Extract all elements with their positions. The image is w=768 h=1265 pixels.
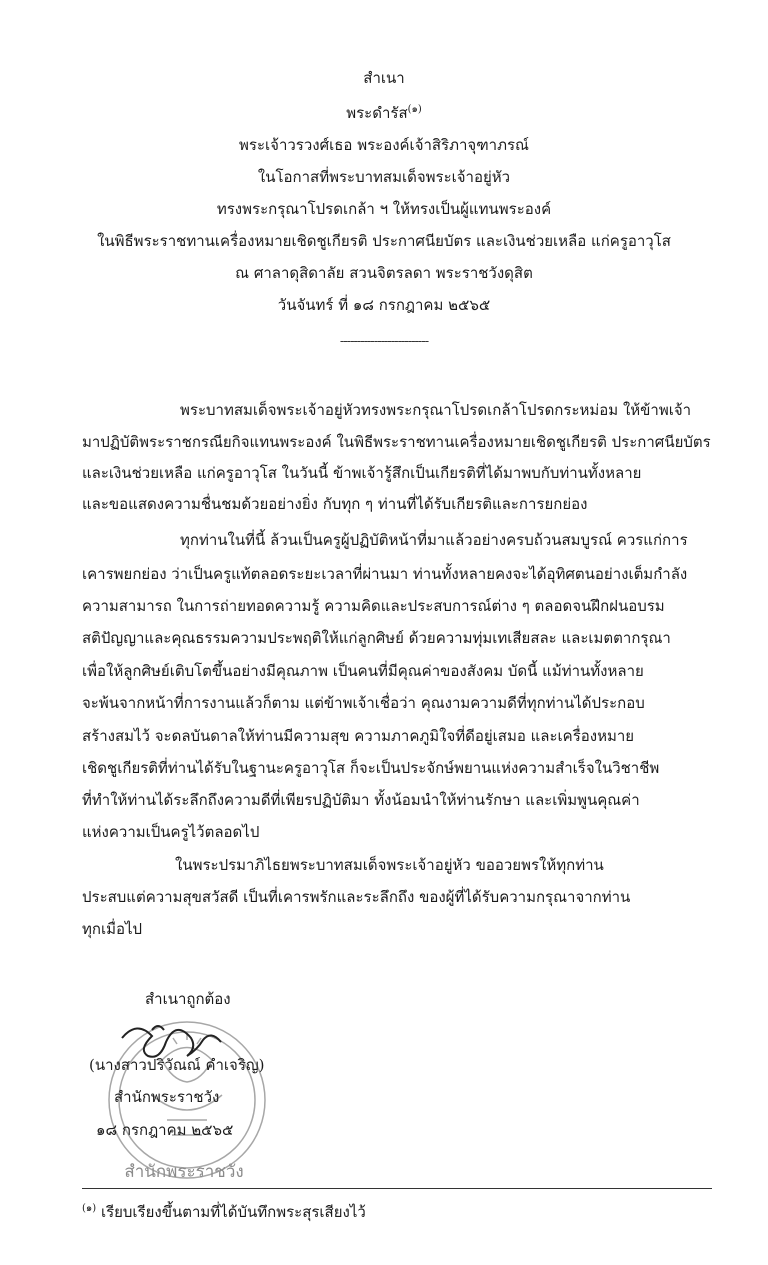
paragraph-3-line: ในพระปรมาภิไธยพระบาทสมเด็จพระเจ้าอยู่หัว ขออวยพรให้ทุกท่าน [175,856,604,874]
header-occasion: ในโอกาสที่พระบาทสมเด็จพระเจ้าอยู่หัว [257,168,511,186]
header-copy-label: สำเนา [363,69,405,87]
seal-lettering: สำนักพระราชวัง [124,1162,244,1180]
signer-office: สำนักพระราชวัง [114,1088,220,1106]
paragraph-2-line: เชิดชูเกียรติที่ท่านได้รับในฐานะครูอาวุโส ก็จะเป็นประจักษ์พยานแห่งความสำเร็จในวิชาชีพ [82,759,660,777]
paragraph-3-line: ทุกเมื่อไป [82,920,143,938]
paragraph-1-line: และเงินช่วยเหลือ แก่ครูอาวุโส ในวันนี้ ข้าพเจ้ารู้สึกเป็นเกียรติที่ได้มาพบกับท่านทั้งหลาย [82,464,642,482]
header-speaker: พระเจ้าวรวงศ์เธอ พระองค์เจ้าสิริภาจุฑาภรณ์ [239,136,529,154]
paragraph-2-line: เพื่อให้ลูกศิษย์เติบโตขึ้นอย่างมีคุณภาพ เป็นคนที่มีคุณค่าของสังคม บัดนี้ แม้ท่านทั้งหลาย [82,662,644,680]
footnote-divider [82,1188,712,1189]
header-representative: ทรงพระกรุณาโปรดเกล้า ฯ ให้ทรงเป็นผู้แทนพระองค์ [216,200,552,218]
paragraph-2-line: สร้างสมไว้ จะดลบันดาลให้ท่านมีความสุข ความภาคภูมิใจที่ดีอยู่เสมอ และเครื่องหมาย [82,727,635,745]
paragraph-1-line: พระบาทสมเด็จพระเจ้าอยู่หัวทรงพระกรุณาโปรดเกล้าโปรดกระหม่อม ให้ข้าพเจ้า [180,401,692,419]
paragraph-2-line: แห่งความเป็นครูไว้ตลอดไป [82,823,260,841]
paragraph-2-line: ทุกท่านในที่นี้ ล้วนเป็นครูผู้ปฏิบัติหน้าที่มาแล้วอย่างครบถ้วนสมบูรณ์ ควรแก่การ [180,531,688,549]
paragraph-2-line: สติปัญญาและคุณธรรมความประพฤติให้แก่ลูกศิษย์ ด้วยความทุ่มเทเสียสละ และเมตตากรุณา [82,629,671,647]
signer-name: (นางสาวปริวัณณ์ คำเจริญ) [89,1056,265,1074]
paragraph-2-line: ความสามารถ ในการถ่ายทอดความรู้ ความคิดและประสบการณ์ต่าง ๆ ตลอดจนฝึกฝนอบรม [82,597,665,615]
header-title: พระดำรัส$^{(๑)}$ [346,104,422,122]
header-separator: -------------------------- [339,334,429,349]
header-date: วันจันทร์ ที่ ๑๘ กรกฎาคม ๒๕๖๕ [277,296,491,314]
header-venue: ณ ศาลาดุสิดาลัย สวนจิตรลดา พระราชวังดุสิต [235,264,533,282]
header-footnote-mark: (๑) [407,104,422,115]
certified-copy-label: สำเนาถูกต้อง [145,990,231,1008]
paragraph-2-line: เคารพยกย่อง ว่าเป็นครูแท้ตลอดระยะเวลาที่ผ่านมา ท่านทั้งหลายคงจะได้อุทิศตนอย่างเต็มกำลัง [82,565,688,583]
document-header [0,62,768,321]
paragraph-2-line: ที่ทำให้ท่านได้ระลึกถึงความดีที่เพียรปฏิบัติมา ทั้งน้อมนำให้ท่านรักษา และเพิ่มพูนคุณค่า [82,791,640,809]
paragraph-1-line: และขอแสดงความชื่นชมด้วยอย่างยิ่ง กับทุก ๆ ท่านที่ได้รับเกียรติและการยกย่อง [82,495,588,513]
footnote-mark: (๑) [82,1203,97,1214]
footnote-text: เรียบเรียงขึ้นตามที่ได้บันทึกพระสุรเสียงไว้ [100,1203,366,1221]
header-ceremony: ในพิธีพระราชทานเครื่องหมายเชิดชูเกียรติ ประกาศนียบัตร และเงินช่วยเหลือ แก่ครูอาวุโส [97,232,671,250]
signature-date: ๑๘ กรกฎาคม ๒๕๖๕ [96,1121,234,1139]
paragraph-1-line: มาปฏิบัติพระราชกรณียกิจแทนพระองค์ ในพิธีพระราชทานเครื่องหมายเชิดชูเกียรติ ประกาศนียบัตร [82,433,711,451]
paragraph-2-line: จะพ้นจากหน้าที่การงานแล้วก็ตาม แต่ข้าพเจ้าเชื่อว่า คุณงามความดีที่ทุกท่านได้ประกอบ [82,694,645,712]
footnote [82,1200,366,1224]
paragraph-3-line: ประสบแต่ความสุขสวัสดี เป็นที่เคารพรักและระลึกถึง ของผู้ที่ได้รับความกรุณาจากท่าน [82,888,631,906]
